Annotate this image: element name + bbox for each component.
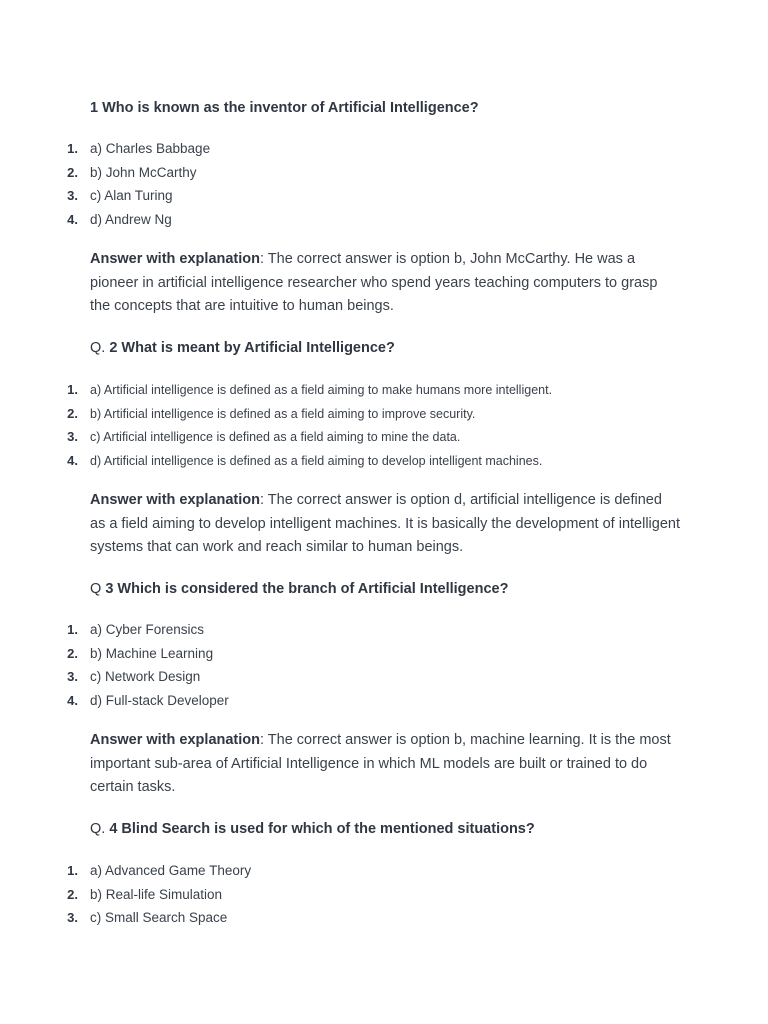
option-number: 3. <box>67 669 78 684</box>
question-2-heading <box>90 339 395 357</box>
option-text: c) Alan Turing <box>90 188 173 203</box>
option-text: c) Small Search Space <box>90 910 228 925</box>
option-text: b) Machine Learning <box>90 645 214 661</box>
question-2-answer <box>90 489 680 560</box>
option-number: 3. <box>67 910 78 925</box>
question-1-heading <box>90 99 479 117</box>
option-text: b) Artificial intelligence is defined as a field aiming to improve security. <box>90 406 476 421</box>
option-number: 4. <box>67 211 78 227</box>
answer-label: Answer with explanation <box>90 251 260 267</box>
option-number: 2. <box>67 405 78 421</box>
option-text: b) Real-life Simulation <box>90 886 223 902</box>
option-number: 2. <box>67 164 78 180</box>
question-3-prefix: Q <box>90 581 106 597</box>
option-text: a) Charles Babbage <box>90 141 211 156</box>
question-3-heading <box>90 580 508 598</box>
option-text: b) John McCarthy <box>90 164 197 180</box>
option-number: 4. <box>67 692 78 708</box>
option-number: 2. <box>67 645 78 661</box>
option-text: d) Full-stack Developer <box>90 692 229 708</box>
answer-label: Answer with explanation <box>90 492 260 508</box>
option-number: 2. <box>67 886 78 902</box>
question-2-prefix: Q. <box>90 340 110 356</box>
option-text: c) Artificial intelligence is defined as a field aiming to mine the data. <box>90 430 461 444</box>
answer-label: Answer with explanation <box>90 732 260 748</box>
option-text: c) Network Design <box>90 669 201 684</box>
answer-explanation: : The correct answer is option d, artificial intelligence is defined as a field aiming to develop intelligent machines. It is basically the development of intelligent systems that can work and reach similar to human beings. <box>90 492 681 555</box>
option-text: a) Advanced Game Theory <box>90 863 252 878</box>
option-number: 3. <box>67 188 78 203</box>
option-number: 1. <box>67 622 78 637</box>
question-4-prefix: Q. <box>90 821 110 837</box>
option-text: a) Cyber Forensics <box>90 622 205 637</box>
question-2-title: 2 What is meant by Artificial Intelligence? <box>109 340 395 356</box>
question-1-title: 1 Who is known as the inventor of Artificial Intelligence? <box>90 100 479 116</box>
question-3-title: 3 Which is considered the branch of Artificial Intelligence? <box>105 581 509 597</box>
question-1-answer <box>90 248 680 319</box>
option-text: d) Andrew Ng <box>90 211 172 227</box>
option-number: 1. <box>67 863 78 878</box>
option-number: 1. <box>67 141 78 156</box>
option-text: a) Artificial intelligence is defined as a field aiming to make humans more intelligent. <box>90 383 553 397</box>
question-4-title: 4 Blind Search is used for which of the mentioned situations? <box>109 821 535 837</box>
answer-explanation: : The correct answer is option b, John McCarthy. He was a pioneer in artificial intelligence researcher who spend years teaching computers to grasp the concepts that are intuitive to human beings. <box>90 251 658 314</box>
question-4-heading <box>90 820 535 838</box>
option-number: 4. <box>67 452 78 468</box>
option-number: 1. <box>67 382 78 397</box>
answer-explanation: : The correct answer is option b, machine learning. It is the most important sub-area of Artificial Intelligence in which ML models are built or trained to do certain tasks. <box>90 732 671 795</box>
option-number: 3. <box>67 429 78 444</box>
question-3-answer <box>90 729 680 800</box>
option-text: d) Artificial intelligence is defined as a field aiming to develop intelligent machines. <box>90 453 543 468</box>
